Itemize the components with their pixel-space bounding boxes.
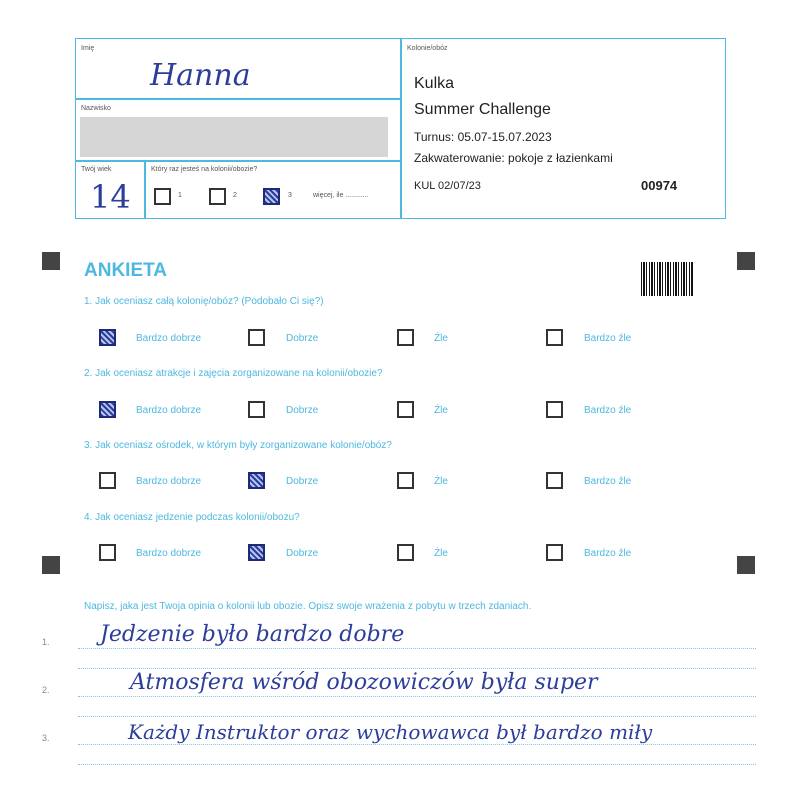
opinion-text-1[interactable]: Jedzenie było bardzo dobre	[100, 622, 405, 647]
q3-checkbox-zle[interactable]	[397, 472, 414, 489]
camp-name: Kulka	[414, 75, 455, 92]
q1-checkbox-bardzo-dobrze[interactable]	[99, 329, 116, 346]
age-label: Twój wiek	[81, 166, 112, 173]
q4-checkbox-zle[interactable]	[397, 544, 414, 561]
question-2: 2. Jak oceniasz atrakcje i zajęcia zorganizowane na kolonii/obozie?	[84, 368, 383, 379]
q2-label-bardzo-dobrze: Bardzo dobrze	[136, 405, 202, 416]
surname-redaction	[80, 117, 388, 157]
camp-title: Summer Challenge	[414, 101, 551, 118]
q4-checkbox-dobrze[interactable]	[248, 544, 265, 561]
line-number-1: 1.	[42, 637, 50, 647]
q3-label-bardzo-zle: Bardzo źle	[584, 476, 632, 487]
q2-checkbox-bardzo-zle[interactable]	[546, 401, 563, 418]
times-option-3: 3	[288, 192, 292, 199]
name-label: Imię	[81, 45, 95, 52]
opinion-line-1b	[78, 668, 756, 669]
corner-marker-top-left	[42, 252, 60, 270]
question-3: 3. Jak oceniasz ośrodek, w którym były zorganizowane kolonie/obóz?	[84, 440, 392, 451]
age-value: 14	[90, 178, 131, 216]
opinion-text-3[interactable]: Każdy Instruktor oraz wychowawca był bardzo miły	[128, 720, 653, 744]
q2-label-zle: Źle	[434, 405, 448, 416]
q3-label-bardzo-dobrze: Bardzo dobrze	[136, 476, 202, 487]
q4-label-bardzo-dobrze: Bardzo dobrze	[136, 548, 202, 559]
q2-checkbox-bardzo-dobrze[interactable]	[99, 401, 116, 418]
question-4: 4. Jak oceniasz jedzenie podczas kolonii/obozu?	[84, 512, 300, 523]
camp-code: KUL 02/07/23	[414, 180, 481, 192]
q4-label-bardzo-zle: Bardzo źle	[584, 548, 632, 559]
header-divider-vertical	[400, 38, 402, 219]
q1-checkbox-bardzo-zle[interactable]	[546, 329, 563, 346]
camp-label: Kolonie/obóz	[407, 45, 448, 52]
q3-checkbox-dobrze[interactable]	[248, 472, 265, 489]
opinion-line-2a	[78, 696, 756, 697]
turnus: Turnus: 05.07-15.07.2023	[414, 130, 552, 144]
barcode	[641, 262, 694, 296]
times-option-1: 1	[178, 192, 182, 199]
times-checkbox-3[interactable]	[263, 188, 280, 205]
q1-checkbox-dobrze[interactable]	[248, 329, 265, 346]
times-option-2: 2	[233, 192, 237, 199]
corner-marker-top-right	[737, 252, 755, 270]
times-option-more: więcej, ile ............	[313, 192, 369, 199]
q4-checkbox-bardzo-dobrze[interactable]	[99, 544, 116, 561]
question-1: 1. Jak oceniasz całą kolonię/obóz? (Podobało Ci się?)	[84, 296, 324, 307]
header-divider-age-times	[144, 160, 146, 219]
q1-label-bardzo-dobrze: Bardzo dobrze	[136, 333, 202, 344]
accommodation: Zakwaterowanie: pokoje z łazienkami	[414, 151, 613, 165]
q4-label-zle: Źle	[434, 548, 448, 559]
q1-label-zle: Źle	[434, 333, 448, 344]
opinion-line-3a	[78, 744, 756, 745]
opinion-line-2b	[78, 716, 756, 717]
header-divider-age	[75, 160, 401, 162]
q2-label-bardzo-zle: Bardzo źle	[584, 405, 632, 416]
q2-checkbox-dobrze[interactable]	[248, 401, 265, 418]
surname-label: Nazwisko	[81, 105, 111, 112]
q4-label-dobrze: Dobrze	[286, 548, 319, 559]
q4-checkbox-bardzo-zle[interactable]	[546, 544, 563, 561]
opinion-line-1a	[78, 648, 756, 649]
opinion-prompt: Napisz, jaka jest Twoja opinia o kolonii lub obozie. Opisz swoje wrażenia z pobytu w trzech zdaniach.	[84, 601, 532, 612]
opinion-line-3b	[78, 764, 756, 765]
header-divider-name	[75, 98, 401, 100]
corner-marker-bottom-right	[737, 556, 755, 574]
times-label: Który raz jesteś na kolonii/obozie?	[151, 166, 258, 173]
q3-label-dobrze: Dobrze	[286, 476, 319, 487]
opinion-text-2[interactable]: Atmosfera wśród obozowiczów była super	[130, 670, 598, 695]
q3-checkbox-bardzo-zle[interactable]	[546, 472, 563, 489]
corner-marker-bottom-left	[42, 556, 60, 574]
line-number-2: 2.	[42, 685, 50, 695]
line-number-3: 3.	[42, 733, 50, 743]
survey-title: ANKIETA	[84, 260, 168, 281]
q1-label-bardzo-zle: Bardzo źle	[584, 333, 632, 344]
q3-label-zle: Źle	[434, 476, 448, 487]
times-checkbox-1[interactable]	[154, 188, 171, 205]
name-value: Hanna	[150, 58, 251, 93]
q1-checkbox-zle[interactable]	[397, 329, 414, 346]
q2-label-dobrze: Dobrze	[286, 405, 319, 416]
times-checkbox-2[interactable]	[209, 188, 226, 205]
q1-label-dobrze: Dobrze	[286, 333, 319, 344]
form-number: 00974	[641, 178, 678, 193]
q2-checkbox-zle[interactable]	[397, 401, 414, 418]
q3-checkbox-bardzo-dobrze[interactable]	[99, 472, 116, 489]
